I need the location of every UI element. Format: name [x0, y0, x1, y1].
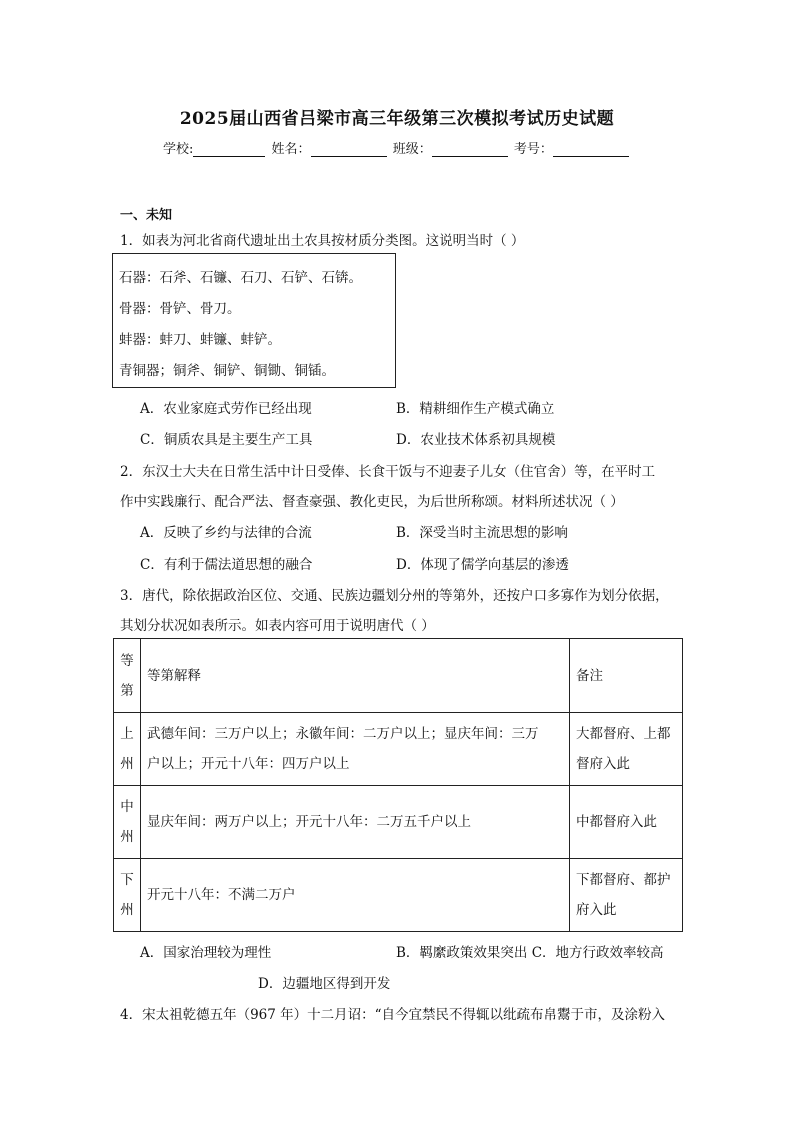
q3-row-note: 中都督府入此 [570, 786, 683, 859]
q4-stem-line1: 4．宋太祖乾德五年（967 年）十二月诏：“自今宜禁民不得辄以纰疏布帛鬻于市，及涂粉入 [120, 1007, 666, 1023]
q1-table-row: 骨器：骨铲、骨刀。 [119, 301, 241, 317]
class-label: 班级： [392, 142, 432, 157]
number-blank[interactable] [553, 142, 629, 157]
table-row [114, 713, 683, 786]
q3-option-bc[interactable]: B．羁縻政策效果突出 C．地方行政效率较高 [396, 945, 664, 961]
q3-row-explain: 开元十八年：不满二万户 [141, 859, 570, 932]
q3-header-explain: 等第解释 [141, 639, 570, 713]
q1-table-row: 蚌器：蚌刀、蚌镰、蚌铲。 [119, 332, 281, 348]
number-label: 考号： [513, 142, 553, 157]
q3-option-a[interactable]: A．国家治理较为理性 [140, 945, 272, 961]
q3-row-grade: 中州 [114, 786, 141, 859]
q3-row-explain: 显庆年间：两万户以上；开元十八年：二万五千户以上 [141, 786, 570, 859]
q3-stem-line2: 其划分状况如表所示。如表内容可用于说明唐代（ ） [120, 618, 435, 634]
q2-option-a[interactable]: A．反映了乡约与法律的合流 [140, 525, 312, 541]
table-row [114, 786, 683, 859]
table-row [114, 859, 683, 932]
q3-option-d[interactable]: D．边疆地区得到开发 [258, 976, 391, 992]
q1-option-b[interactable]: B．精耕细作生产模式确立 [396, 401, 555, 417]
q3-header-grade: 等第 [114, 639, 141, 713]
q1-table-row: 青铜器；铜斧、铜铲、铜锄、铜锸。 [119, 363, 335, 379]
q3-stem-line1: 3．唐代，除依据政治区位、交通、民族边疆划分州的等第外，还按户口多寡作为划分依据， [120, 588, 669, 604]
q3-row-note: 下都督府、都护 府入此 [570, 859, 683, 932]
q2-option-d[interactable]: D．体现了儒学向基层的渗透 [396, 557, 569, 573]
q3-header-note: 备注 [570, 639, 683, 713]
q1-option-c[interactable]: C．铜质农具是主要生产工具 [140, 432, 313, 448]
name-label: 姓名： [271, 142, 311, 157]
school-blank[interactable] [193, 142, 265, 157]
q2-option-c[interactable]: C．有利于儒法道思想的融合 [140, 557, 313, 573]
q2-option-b[interactable]: B．深受当时主流思想的影响 [396, 525, 568, 541]
student-info-line [163, 138, 629, 157]
q3-row-explain: 武德年间：三万户以上；永徽年间：二万户以上；显庆年间：三万 户以上；开元十八年：四万户以上 [141, 713, 570, 786]
q2-stem-line2: 作中实践廉行、配合严法、督查豪强、教化吏民，为后世所称颂。材料所述状况（ ） [120, 494, 624, 510]
section-heading: 一、未知 [120, 208, 173, 223]
q1-table [112, 253, 396, 388]
q3-row-grade: 上州 [114, 713, 141, 786]
q1-table-row: 石器：石斧、石镰、石刀、石铲、石锛。 [119, 270, 362, 286]
q3-table-header [114, 639, 683, 713]
q1-option-a[interactable]: A．农业家庭式劳作已经出现 [140, 401, 312, 417]
exam-title: 2025届山西省吕梁市高三年级第三次模拟考试历史试题 [179, 109, 615, 129]
q3-row-note: 大都督府、上都 督府入此 [570, 713, 683, 786]
name-blank[interactable] [311, 142, 387, 157]
q3-row-grade: 下州 [114, 859, 141, 932]
q1-option-d[interactable]: D．农业技术体系初具规模 [396, 432, 556, 448]
school-label: 学校: [163, 142, 194, 157]
q3-table [113, 638, 683, 932]
q2-stem-line1: 2．东汉士大夫在日常生活中计日受俸、长食干饭与不迎妻子儿女（住官舍）等，在平时工 [120, 464, 656, 480]
q1-stem: 1．如表为河北省商代遗址出土农具按材质分类图。这说明当时（ ） [120, 233, 525, 249]
class-blank[interactable] [432, 142, 508, 157]
